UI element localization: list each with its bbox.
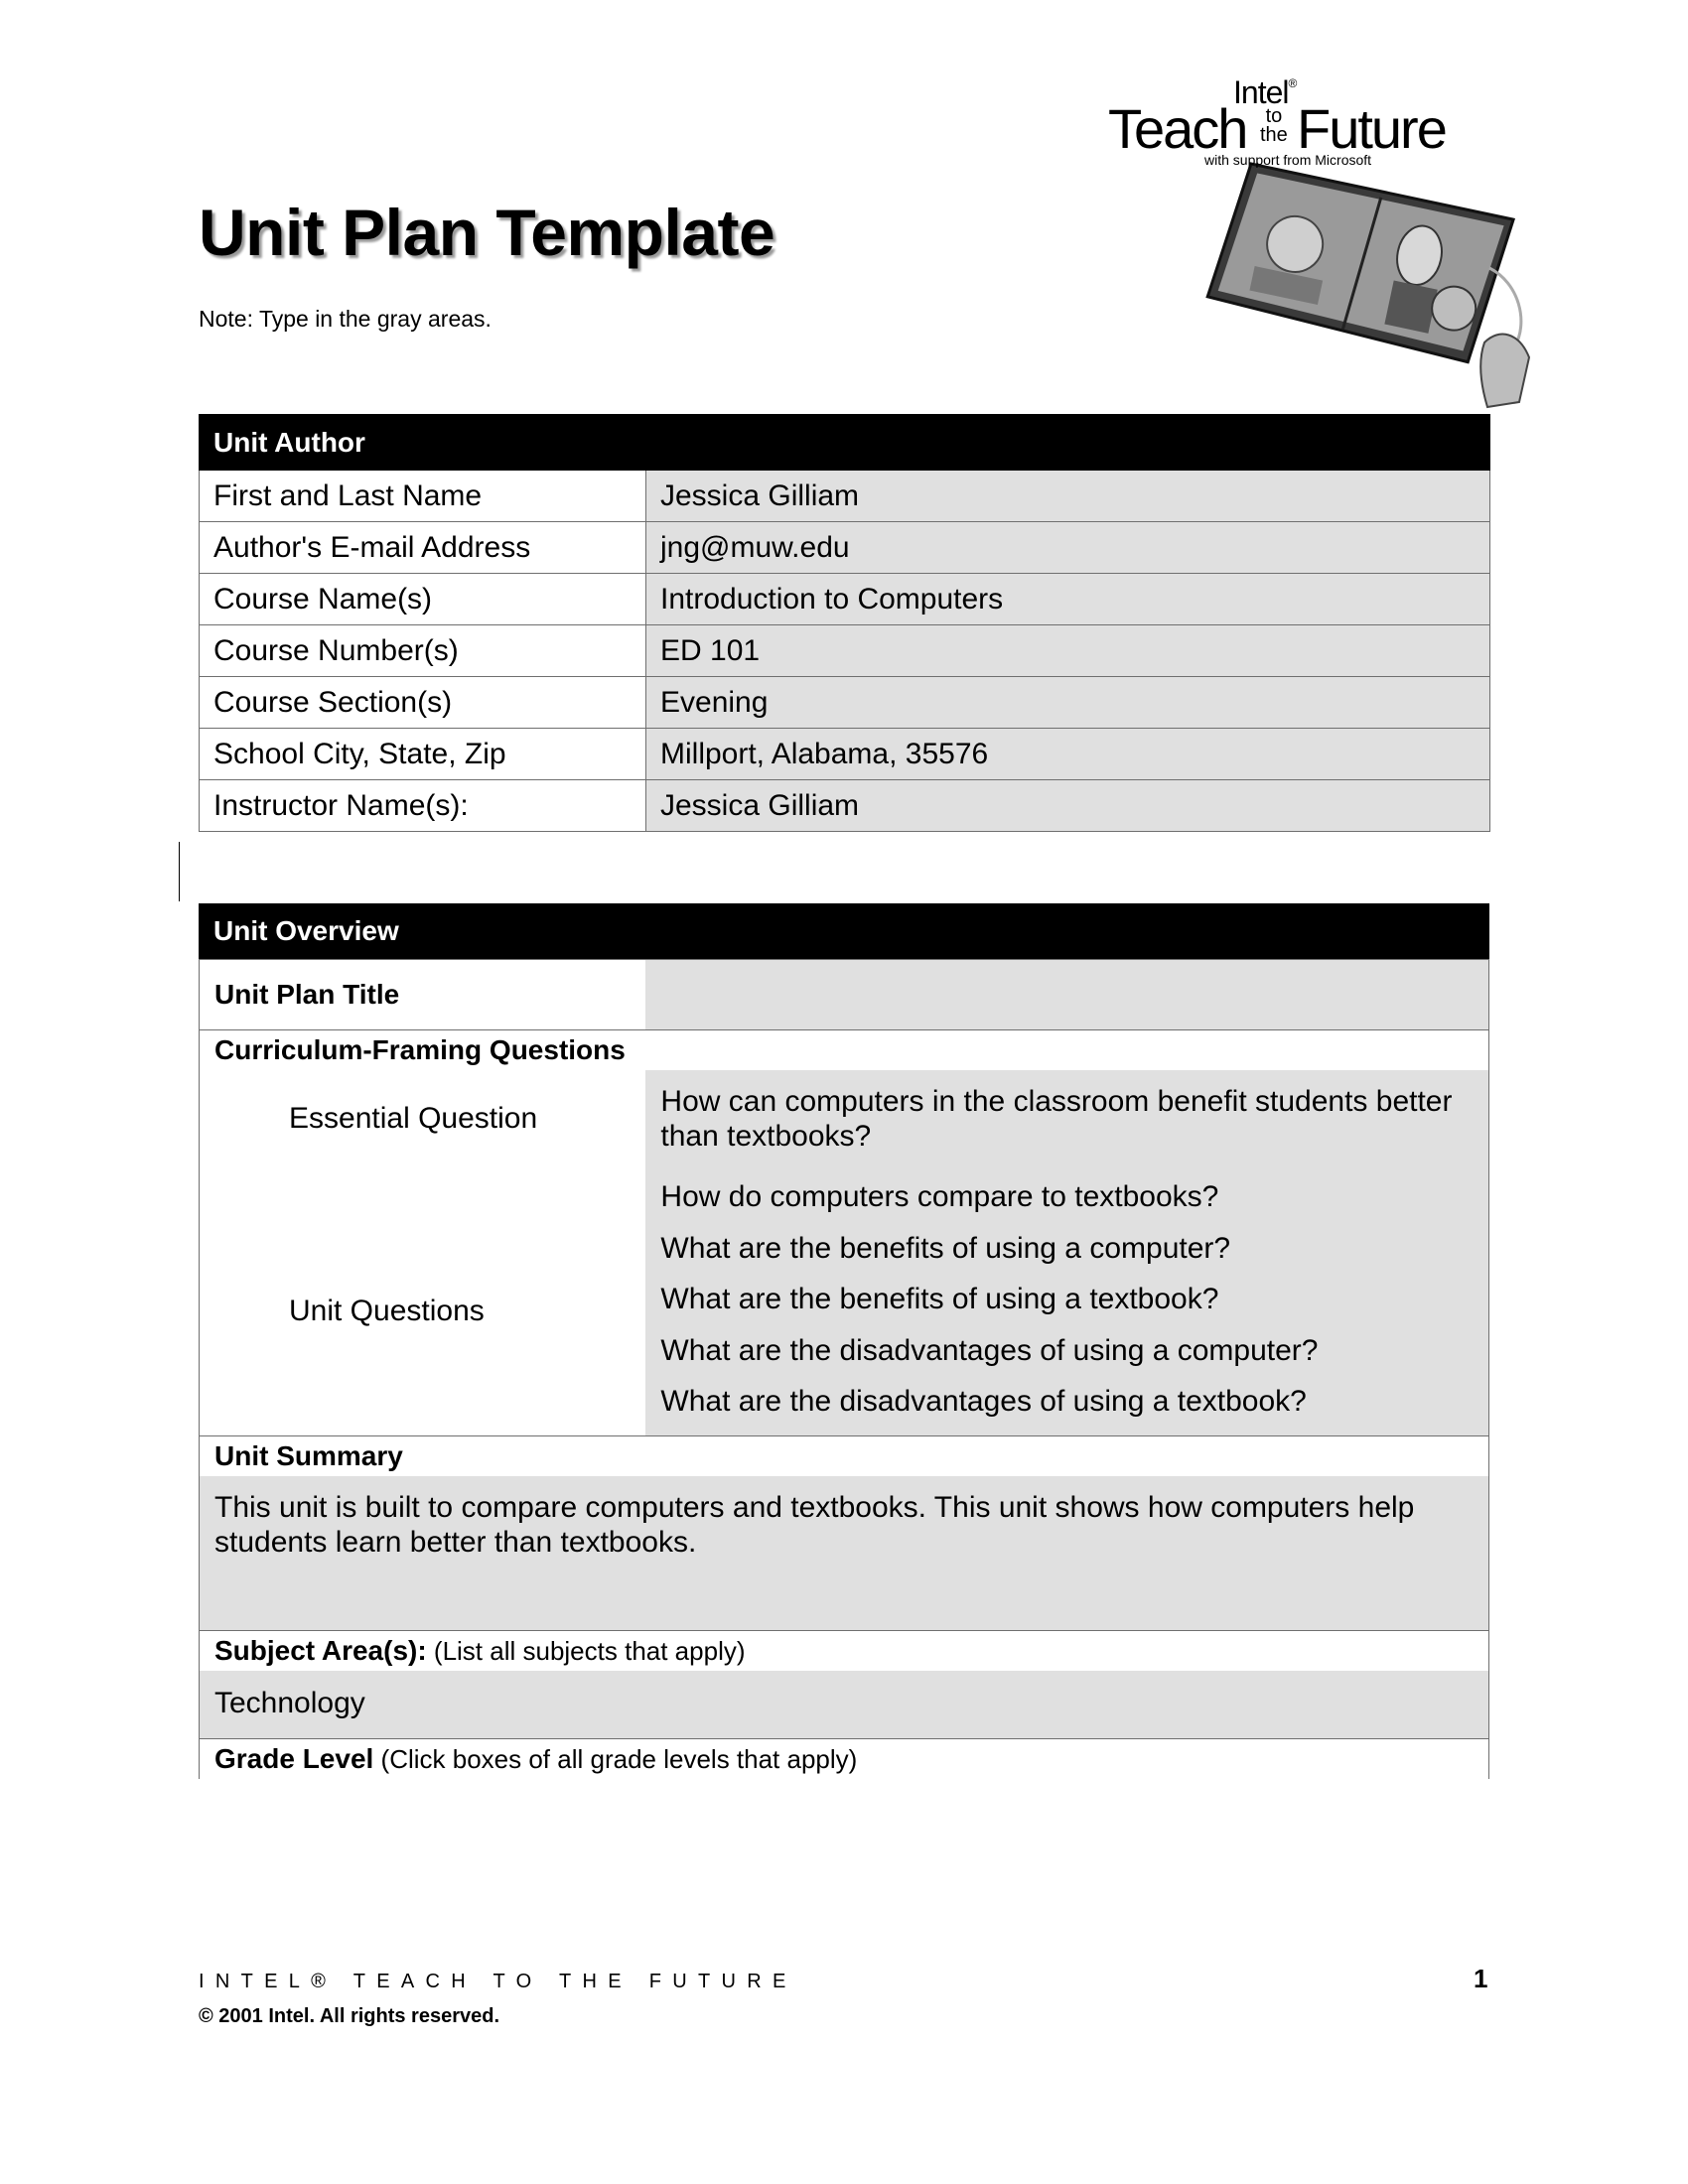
essential-question-row <box>199 1070 1489 1169</box>
unit-question-item: How do computers compare to textbooks? <box>660 1180 1219 1213</box>
field-label: Course Number(s) <box>200 625 646 677</box>
unit-question-item: What are the benefits of using a textbook? <box>660 1283 1219 1315</box>
subject-area-field[interactable]: Technology <box>199 1671 1489 1738</box>
unit-plan-title-label: Unit Plan Title <box>214 979 400 1010</box>
instructor-name-field[interactable]: Jessica Gilliam <box>646 780 1490 832</box>
field-label: Course Name(s) <box>200 574 646 625</box>
unit-author-table <box>199 414 1490 832</box>
grade-level-label-row <box>199 1738 1489 1779</box>
field-label: Author's E-mail Address <box>200 522 646 574</box>
logo-support-text: with support from Microsoft <box>1204 152 1372 168</box>
unit-questions-label: Unit Questions <box>289 1295 485 1327</box>
logo-to-the-text: to the <box>1260 105 1288 146</box>
table-row <box>200 625 1490 677</box>
unit-summary-field[interactable] <box>199 1476 1489 1630</box>
field-label: First and Last Name <box>200 471 646 522</box>
unit-questions-row <box>199 1169 1489 1435</box>
school-location-field[interactable]: Millport, Alabama, 35576 <box>646 729 1490 780</box>
course-section-field[interactable]: Evening <box>646 677 1490 729</box>
logo-intel-text: Intel® <box>1233 74 1297 110</box>
unit-questions-field[interactable] <box>645 1169 1488 1435</box>
footer-brand: INTEL® TEACH TO THE FUTURE <box>199 1971 797 1992</box>
table-row <box>200 522 1490 574</box>
table-row <box>200 677 1490 729</box>
logo-teach-text: Teach <box>1108 97 1247 160</box>
page-title: Unit Plan Template <box>199 196 775 269</box>
page-number: 1 <box>1474 1964 1488 1993</box>
unit-summary-line: This unit is built to compare computers and textbooks. This unit shows how computers help <box>214 1491 1415 1524</box>
footer-copyright: © 2001 Intel. All rights reserved. <box>199 2005 500 2027</box>
unit-summary-label: Unit Summary <box>199 1435 1489 1476</box>
subject-area-label-row <box>199 1630 1489 1671</box>
curriculum-framing-label: Curriculum-Framing Questions <box>199 1029 1489 1070</box>
table-row <box>200 574 1490 625</box>
intel-teach-logo <box>1092 74 1559 412</box>
unit-author-header-row <box>200 415 1490 471</box>
text-cursor <box>179 842 180 901</box>
essential-question-line: How can computers in the classroom benefit students better <box>660 1085 1453 1118</box>
grade-level-label: Grade Level <box>214 1743 374 1774</box>
table-row <box>200 729 1490 780</box>
table-row <box>200 780 1490 832</box>
instruction-note: Note: Type in the gray areas. <box>199 306 492 332</box>
course-number-field[interactable]: ED 101 <box>646 625 1490 677</box>
unit-author-heading: Unit Author <box>200 415 1490 471</box>
unit-plan-title-field[interactable] <box>645 960 1488 1029</box>
field-label: Course Section(s) <box>200 677 646 729</box>
unit-overview-heading: Unit Overview <box>199 903 1489 959</box>
unit-question-item: What are the disadvantages of using a computer? <box>660 1333 1319 1367</box>
unit-summary-line: students learn better than textbooks. <box>214 1526 697 1559</box>
subject-area-label: Subject Area(s): <box>214 1635 427 1666</box>
essential-question-field[interactable] <box>645 1070 1488 1169</box>
unit-question-item: What are the disadvantages of using a textbook? <box>660 1385 1307 1418</box>
course-name-field[interactable]: Introduction to Computers <box>646 574 1490 625</box>
essential-question-label: Essential Question <box>289 1102 538 1135</box>
field-label: School City, State, Zip <box>200 729 646 780</box>
unit-overview-section <box>199 903 1489 1779</box>
subject-area-hint: (List all subjects that apply) <box>426 1636 746 1666</box>
unit-question-item: What are the benefits of using a computer? <box>660 1231 1231 1265</box>
author-email-field[interactable]: jng@muw.edu <box>646 522 1490 574</box>
logo-future-text: Future <box>1297 97 1446 160</box>
unit-plan-title-row <box>199 959 1489 1029</box>
grade-level-hint: (Click boxes of all grade levels that apply) <box>373 1744 858 1774</box>
field-label: Instructor Name(s): <box>200 780 646 832</box>
table-row <box>200 471 1490 522</box>
author-name-field[interactable]: Jessica Gilliam <box>646 471 1490 522</box>
essential-question-line: than textbooks? <box>660 1120 872 1153</box>
